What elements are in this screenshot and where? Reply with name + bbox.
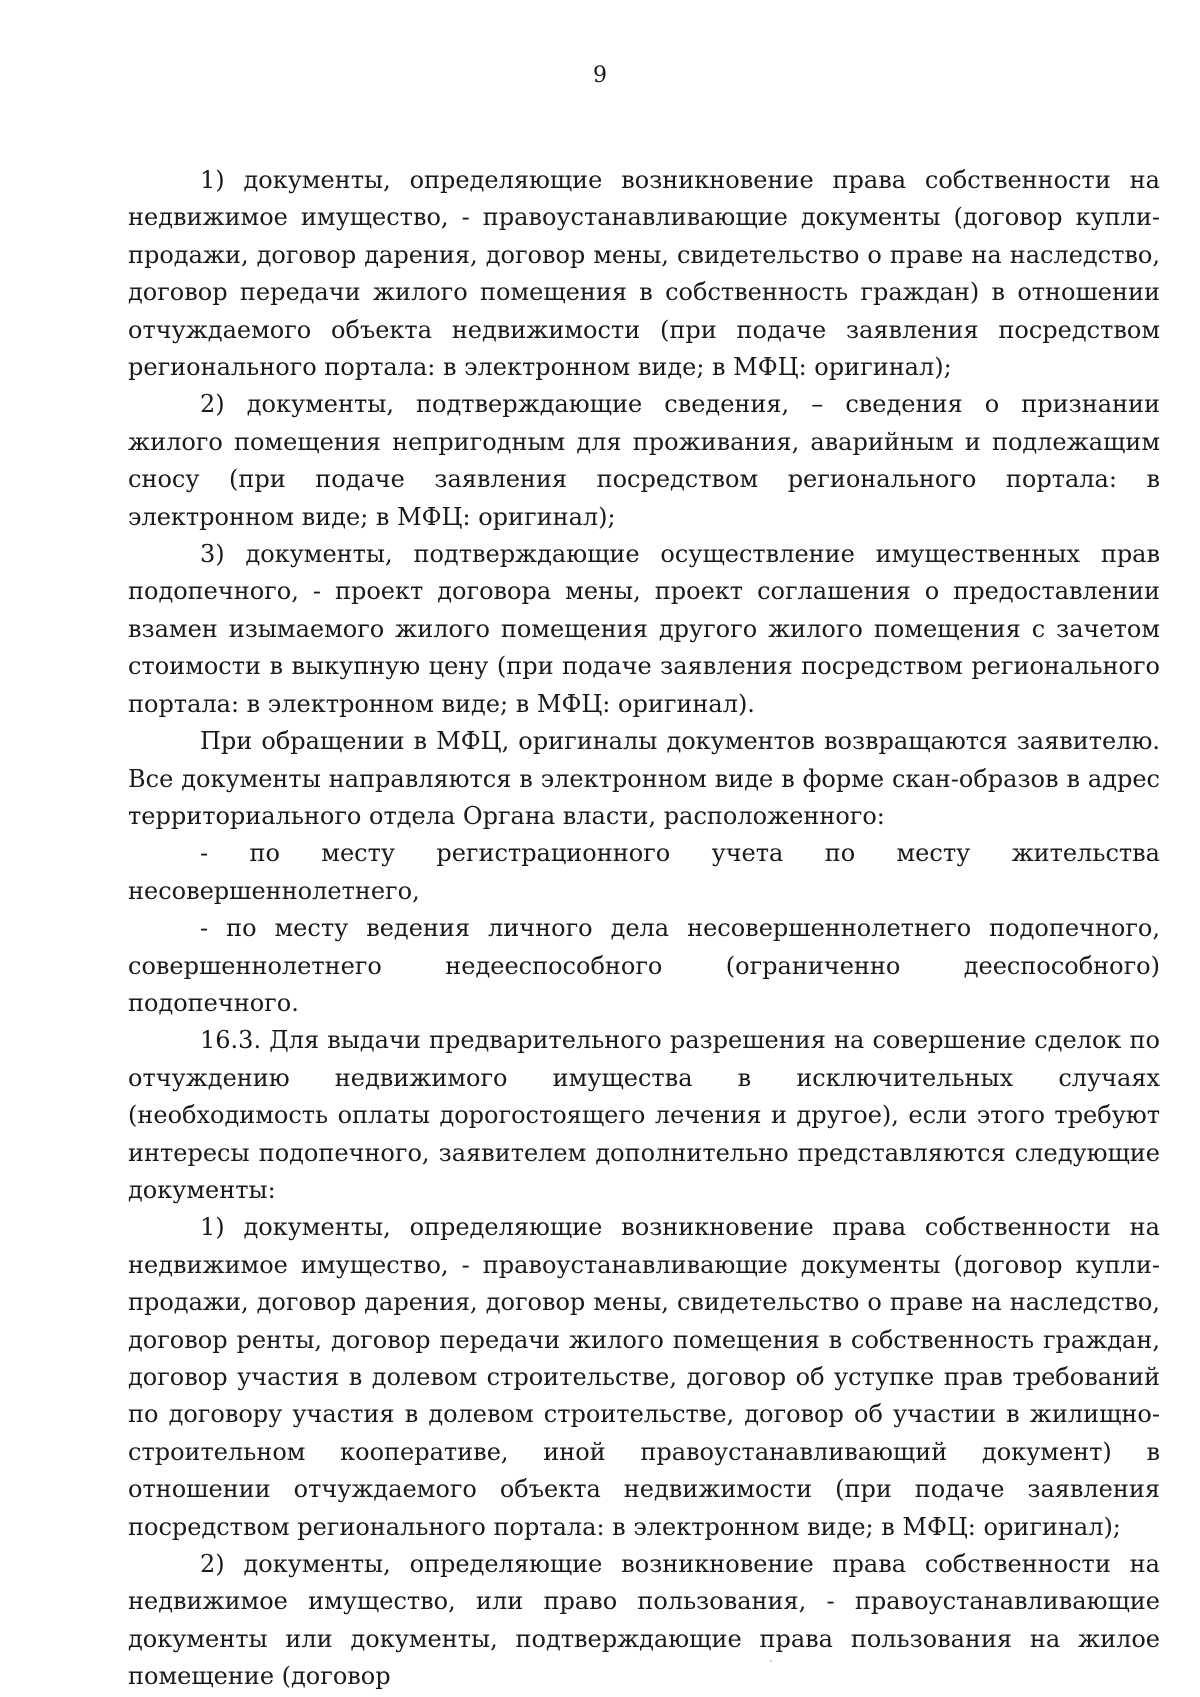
paragraph-registration-place: - по месту регистрационного учета по месту жительства несовершеннолетнего,: [128, 839, 1160, 905]
page-number: 9: [593, 63, 607, 88]
paragraph-ownership-documents: 1) документы, определяющие возникновение права собственности на недвижимое имущество, - правоустанавливающие документы (договор купли-продажи, договор дарения, договор мены, свидетельство о праве на наследство, договор передачи жилого помещения в собственность граждан) в отношении отчуждаемого объекта недвижимости (при подаче заявления посредством регионального портала: в электронном виде; в МФЦ: оригинал);: [128, 166, 1160, 382]
paragraph-section-16-3: 16.3. Для выдачи предварительного разрешения на совершение сделок по отчуждению недвижимого имущества в исключительных случаях (необходимость оплаты дорогостоящего лечения и другое), если этого требуют интересы подопечного, заявителем дополнительно представляются следующие документы:: [128, 1026, 1160, 1204]
paragraph-right-of-use-documents: 2) документы, определяющие возникновение права собственности на недвижимое имущество, или право пользования, - правоустанавливающие документы или документы, подтверждающие права пользования на жилое помещение (договор: [128, 1550, 1160, 1691]
paragraph-confirming-information: 2) документы, подтверждающие сведения, – сведения о признании жилого помещения непригодным для проживания, аварийным и подлежащим сносу (при подаче заявления посредством регионального портала: в электронном виде; в МФЦ: оригинал);: [128, 390, 1160, 531]
document-body: [128, 162, 1160, 1696]
paragraph-ownership-documents-extended: 1) документы, определяющие возникновение права собственности на недвижимое имущество, - правоустанавливающие документы (договор купли-продажи, договор дарения, договор мены, свидетельство о праве на наследство, договор ренты, договор передачи жилого помещения в собственность граждан, договор участия в долевом строительстве, договор об уступке прав требований по договору участия в долевом строительстве, договор об участии в жилищно-строительном кооперативе, иной правоустанавливающий документ) в отношении отчуждаемого объекта недвижимости (при подаче заявления посредством регионального портала: в электронном виде; в МФЦ: оригинал);: [128, 1213, 1160, 1541]
paragraph-personal-file-place: - по месту ведения личного дела несовершеннолетнего подопечного, совершеннолетнего недееспособного (ограниченно дееспособного) подопечного.: [128, 914, 1160, 1017]
paragraph-property-rights: 3) документы, подтверждающие осуществление имущественных прав подопечного, - проект договора мены, проект соглашения о предоставлении взамен изымаемого жилого помещения другого жилого помещения с зачетом стоимости в выкупную цену (при подаче заявления посредством регионального портала: в электронном виде; в МФЦ: оригинал).: [128, 540, 1160, 718]
paragraph-mfc-originals: При обращении в МФЦ, оригиналы документов возвращаются заявителю. Все документы направляются в электронном виде в форме скан-образов в адрес территориального отдела Органа власти, расположенного:: [128, 727, 1160, 830]
scan-artifact: [770, 1660, 772, 1662]
